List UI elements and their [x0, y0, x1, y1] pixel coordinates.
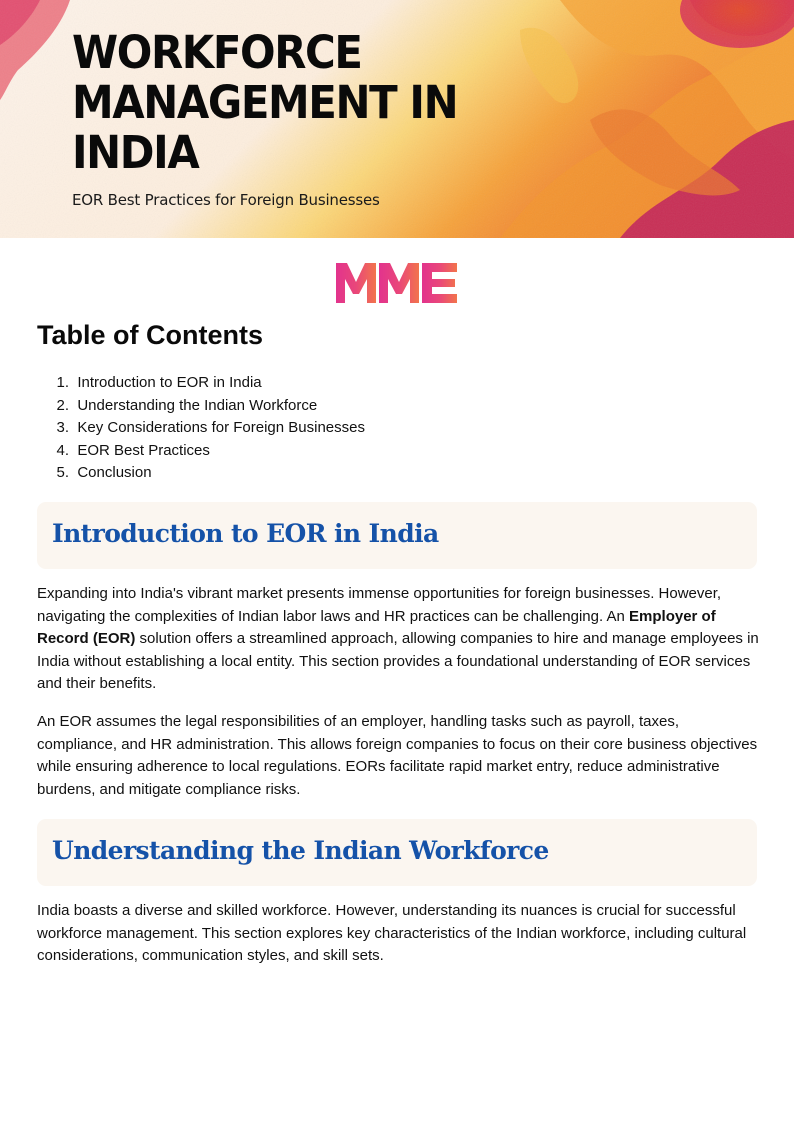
- toc-item-number: 1.: [56, 374, 69, 391]
- toc-list: [37, 372, 365, 485]
- toc-item[interactable]: [37, 462, 365, 485]
- section-heading-workforce: Understanding the Indian Workforce: [52, 836, 549, 865]
- intro-p1-text-end: solution offers a streamlined approach, allowing companies to hire and manage employees in India without establishing a local entity. This section provides a foundational understanding of EOR services and their benefits.: [37, 630, 759, 692]
- toc-item-label: Key Considerations for Foreign Businesses: [77, 419, 365, 437]
- document-title: [72, 28, 457, 178]
- document-subtitle: EOR Best Practices for Foreign Businesses: [72, 191, 380, 209]
- section-heading-intro: Introduction to EOR in India: [52, 519, 439, 548]
- intro-paragraph-1: [37, 583, 759, 696]
- toc-item[interactable]: [37, 417, 365, 440]
- intro-p1-bold-term: Employer of Record (EOR): [37, 607, 716, 647]
- header-banner: [0, 0, 794, 238]
- toc-item-number: 2.: [56, 396, 69, 414]
- toc-item[interactable]: [37, 395, 365, 418]
- toc-item-number: 5.: [56, 464, 69, 482]
- toc-item-label: EOR Best Practices: [77, 441, 210, 459]
- title-line-2: MANAGEMENT IN: [72, 76, 458, 129]
- intro-paragraph-2: An EOR assumes the legal responsibilities of an employer, handling tasks such as payroll, taxes, compliance, and HR administration. This allows foreign companies to focus on their core business objectives while ensuring adherence to local regulations. EORs facilitate rapid market entry, reduce administrative burdens, and mitigate compliance risks.: [37, 713, 758, 798]
- toc-item[interactable]: [37, 440, 365, 463]
- toc-item-number: 4.: [56, 441, 69, 459]
- toc-item-label: Conclusion: [77, 464, 152, 482]
- logo-mark: [335, 262, 459, 304]
- company-logo: [335, 262, 459, 309]
- title-line-3: INDIA: [72, 126, 199, 179]
- toc-item[interactable]: [37, 372, 365, 395]
- toc-item-label: Introduction to EOR in India: [77, 374, 262, 391]
- workforce-paragraph-1: India boasts a diverse and skilled workforce. However, understanding its nuances is crucial for successful workforce management. This section explores key characteristics of the Indian workforce, including cultural considerations, communication styles, and skill sets.: [37, 902, 747, 964]
- section-heading-box-workforce: [37, 819, 757, 886]
- toc-item-number: 3.: [56, 419, 69, 437]
- title-line-1: WORKFORCE: [72, 26, 362, 79]
- toc-item-label: Understanding the Indian Workforce: [77, 396, 318, 414]
- section-heading-box-intro: [37, 502, 757, 569]
- intro-p1-text-start: Expanding into India's vibrant market presents immense opportunities for foreign businesses. However, navigating the complexities of Indian labor laws and HR practices can be challenging. An: [37, 585, 722, 625]
- toc-heading: Table of Contents: [37, 320, 263, 350]
